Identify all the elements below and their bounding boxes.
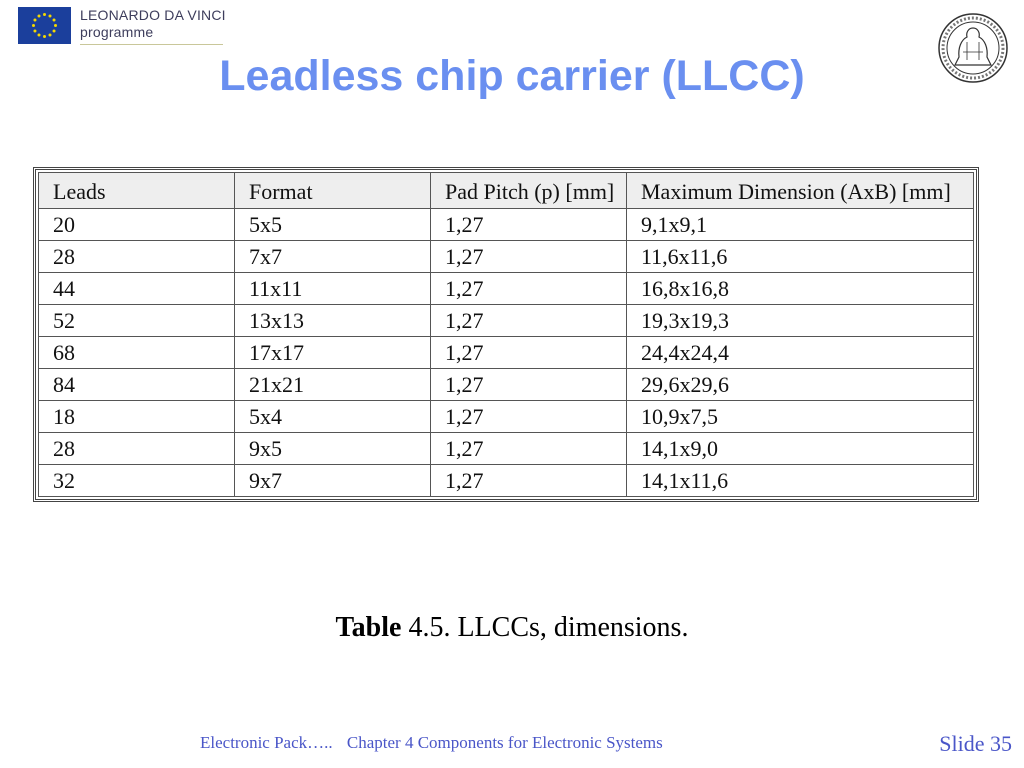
eu-star-icon (33, 19, 36, 22)
eu-star-icon (33, 30, 36, 33)
logo-line-1: LEONARDO DA VINCI (80, 7, 226, 23)
table-row (39, 465, 974, 497)
table-cell: 1,27 (431, 273, 627, 305)
table-row (39, 241, 974, 273)
table-cell: 52 (39, 305, 235, 337)
table-cell: 1,27 (431, 401, 627, 433)
table-cell: 9,1x9,1 (627, 209, 974, 241)
caption-text: 4.5. LLCCs, dimensions. (401, 612, 689, 643)
footer (200, 733, 673, 753)
logo-line-2: programme (80, 24, 154, 40)
table-cell: 19,3x19,3 (627, 305, 974, 337)
table-cell: 1,27 (431, 465, 627, 497)
caption-label: Table (335, 612, 402, 643)
table-cell: 32 (39, 465, 235, 497)
table-row (39, 433, 974, 465)
table-cell: 17x17 (235, 337, 431, 369)
table-cell: 84 (39, 369, 235, 401)
table-cell: 14,1x9,0 (627, 433, 974, 465)
table-row (39, 337, 974, 369)
eu-star-icon (53, 30, 56, 33)
table-cell: 21x21 (235, 369, 431, 401)
table-header-row (39, 173, 974, 209)
table-cell: 11,6x11,6 (627, 241, 974, 273)
table-cell: 7x7 (235, 241, 431, 273)
table-cell: 1,27 (431, 433, 627, 465)
eu-star-icon (43, 35, 46, 38)
eu-flag-icon (18, 7, 71, 44)
table-cell: 9x5 (235, 433, 431, 465)
table-row (39, 273, 974, 305)
slide-number: Slide 35 (939, 731, 1012, 756)
table-cell: 1,27 (431, 241, 627, 273)
table-cell: 20 (39, 209, 235, 241)
footer-chapter: Chapter 4 Components for Electronic Systems (346, 733, 663, 752)
eu-star-icon (49, 34, 52, 37)
table-cell: 1,27 (431, 209, 627, 241)
table-cell: 24,4x24,4 (627, 337, 974, 369)
eu-star-icon (32, 24, 35, 27)
llcc-dimensions-table (33, 167, 979, 502)
eu-star-icon (53, 19, 56, 22)
table-cell: 11x11 (235, 273, 431, 305)
table-cell: 28 (39, 433, 235, 465)
table-cell: 16,8x16,8 (627, 273, 974, 305)
eu-star-icon (38, 14, 41, 17)
header-format: Format (235, 173, 431, 209)
eu-star-icon (43, 13, 46, 16)
table-cell: 1,27 (431, 369, 627, 401)
table-cell: 14,1x11,6 (627, 465, 974, 497)
programme-logo-text (80, 7, 226, 41)
table-row (39, 305, 974, 337)
table-cell: 1,27 (431, 305, 627, 337)
table-row (39, 369, 974, 401)
table-cell: 13x13 (235, 305, 431, 337)
table-cell: 28 (39, 241, 235, 273)
footer-course: Electronic Pack….. (200, 733, 333, 752)
table-cell: 5x4 (235, 401, 431, 433)
table-caption (0, 612, 1024, 644)
eu-star-icon (49, 14, 52, 17)
table-cell: 9x7 (235, 465, 431, 497)
table-row (39, 401, 974, 433)
table-cell: 5x5 (235, 209, 431, 241)
logo-divider (80, 44, 223, 45)
table-cell: 68 (39, 337, 235, 369)
table-cell: 44 (39, 273, 235, 305)
eu-star-icon (38, 34, 41, 37)
table-cell: 29,6x29,6 (627, 369, 974, 401)
table-row (39, 209, 974, 241)
header-max-dimension: Maximum Dimension (AxB) [mm] (627, 173, 974, 209)
page-title: Leadless chip carrier (LLCC) (219, 52, 805, 100)
table-cell: 1,27 (431, 337, 627, 369)
header-leads: Leads (39, 173, 235, 209)
header-pad-pitch: Pad Pitch (p) [mm] (431, 173, 627, 209)
table-cell: 18 (39, 401, 235, 433)
eu-star-icon (54, 24, 57, 27)
table-cell: 10,9x7,5 (627, 401, 974, 433)
